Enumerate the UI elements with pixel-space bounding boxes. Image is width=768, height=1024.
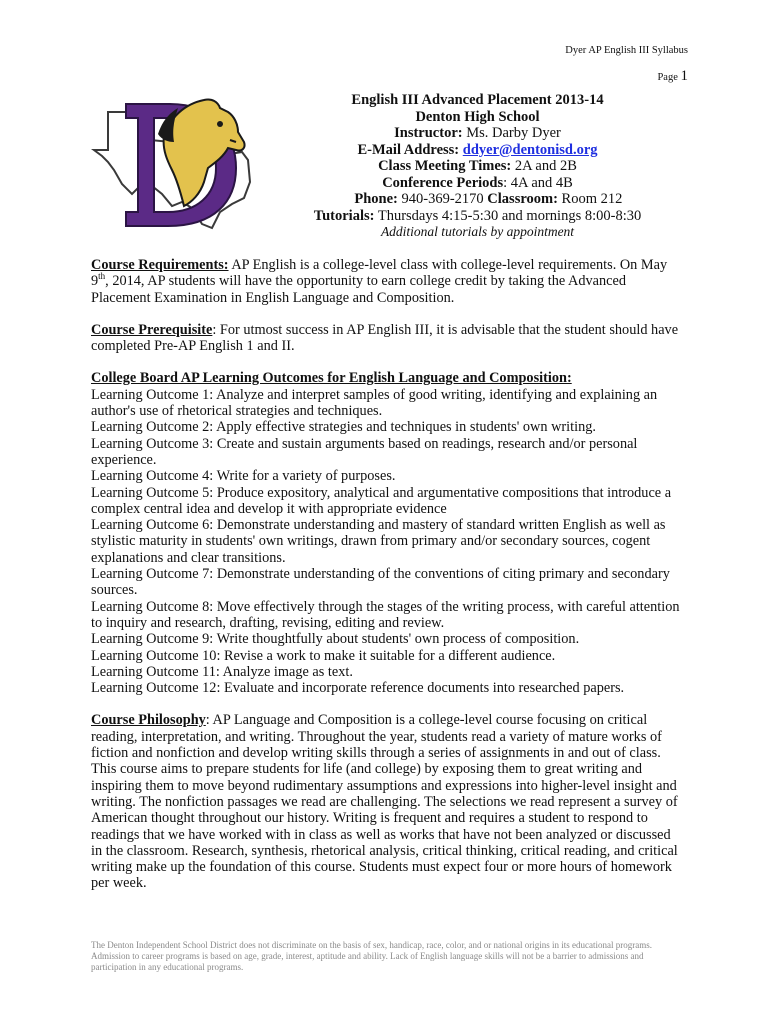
conference-line bbox=[270, 175, 685, 192]
course-info-block bbox=[270, 92, 685, 241]
email-line bbox=[270, 142, 685, 159]
outcome-item: Learning Outcome 9: Write thoughtfully about students' own process of composition. bbox=[91, 631, 580, 648]
outcome-item: Learning Outcome 1: Analyze and interpret samples of good writing, identifying and explaining an author's use of rhetorical strategies and techniques. bbox=[91, 386, 658, 420]
requirements-sup: th bbox=[98, 271, 106, 282]
outcome-item: Learning Outcome 5: Produce expository, analytical and argumentative compositions that introduce a complex central idea and develop it with appropriate evidence bbox=[91, 484, 672, 517]
syllabus-body bbox=[91, 257, 681, 892]
meeting-value: 2A and 2B bbox=[511, 158, 577, 174]
outcome-item: Learning Outcome 2: Apply effective strategies and techniques in students' own writing. bbox=[91, 419, 596, 436]
outcome-item: Learning Outcome 3: Create and sustain arguments based on readings, research and/or personal experience. bbox=[91, 435, 638, 468]
requirements-text-a: AP English is a college-level class with college-level requirements. On May 9 bbox=[91, 257, 668, 290]
running-header bbox=[565, 45, 688, 56]
outcomes-list bbox=[91, 387, 681, 697]
email-label: E-Mail Address: bbox=[357, 141, 460, 158]
requirements-heading: Course Requirements: bbox=[91, 257, 229, 273]
prerequisite-heading: Course Prerequisite bbox=[91, 321, 213, 338]
philosophy-text: : AP Language and Composition is a college-level course focusing on critical reading, interpretation, and writing. Throughout the year, students read a variety of mature works of fiction and nonfiction and develop writing skills through a series of assignments in and out of class. This course aims to prepare students for life (and college) by exposing them to great writing and inspiring them to move beyond rudimentary assumptions and expressions into higher-level insight and writing. The nonfiction passages we read are challenging. The selections we read represent a survey of American thought throughout our history. Writing is frequent and requires a student to respond to readings that we have worked with in class as well as works that have not been analyzed or discussed in the classroom. Research, synthesis, rhetorical analysis, critical thinking, critical reading, and critical writing make up the foundation of this course. Students must expect four or more hours of homework per week. bbox=[91, 712, 678, 892]
instructor-label: Instructor: bbox=[394, 125, 463, 141]
conference-label: Conference Periods bbox=[382, 174, 504, 191]
instructor-line bbox=[270, 125, 685, 142]
page-label: Page bbox=[657, 72, 678, 83]
tutorials-value: Thursdays 4:15-5:30 and mornings 8:00-8:30 bbox=[374, 207, 642, 224]
phone-classroom-line bbox=[270, 191, 685, 208]
school-name: Denton High School bbox=[415, 108, 540, 125]
tutorials-line bbox=[270, 208, 685, 225]
meeting-times-line bbox=[270, 158, 685, 175]
meeting-label: Class Meeting Times: bbox=[378, 158, 512, 174]
page-number-line bbox=[657, 68, 688, 85]
outcome-item: Learning Outcome 10: Revise a work to make it suitable for a different audience. bbox=[91, 647, 556, 664]
denton-broncos-logo-icon bbox=[88, 90, 268, 230]
phone-label: Phone: bbox=[354, 191, 398, 207]
philosophy-paragraph bbox=[91, 712, 681, 891]
school-logo bbox=[88, 90, 268, 230]
requirements-text-b: , 2014, AP students will have the opportunity to earn college credit by taking the Advanced Placement Examination in English Language and Composition. bbox=[91, 273, 626, 306]
course-title: English III Advanced Placement 2013-14 bbox=[351, 92, 604, 108]
outcome-item: Learning Outcome 12: Evaluate and incorporate reference documents into researched papers. bbox=[91, 680, 625, 697]
outcome-item: Learning Outcome 11: Analyze image as text. bbox=[91, 663, 353, 680]
conference-value: : 4A and 4B bbox=[503, 174, 573, 191]
instructor-value: Ms. Darby Dyer bbox=[462, 125, 561, 141]
tutorials-label: Tutorials: bbox=[313, 207, 375, 224]
outcome-item: Learning Outcome 4: Write for a variety of purposes. bbox=[91, 468, 396, 485]
prerequisite-text: : For utmost success in AP English III, it is advisable that the student should have completed Pre-AP English 1 and II. bbox=[91, 321, 679, 355]
email-link[interactable]: ddyer@dentonisd.org bbox=[462, 141, 598, 158]
page-number: 1 bbox=[680, 68, 688, 84]
prerequisite-paragraph bbox=[91, 322, 681, 355]
philosophy-heading: Course Philosophy bbox=[91, 712, 206, 729]
requirements-paragraph bbox=[91, 257, 681, 306]
nondiscrimination-footer: The Denton Independent School District does not discriminate on the basis of sex, handicap, race, color, and or national origins in its educational programs. Admission to career programs is based on age, grade, interest, aptitude and ability. Lack of English language skills will not be a barrier to admissions and participation in any educational programs. bbox=[91, 940, 652, 972]
classroom-label: Classroom: bbox=[487, 191, 558, 207]
phone-value: 940-369-2170 bbox=[397, 191, 488, 207]
classroom-value: Room 212 bbox=[557, 191, 623, 207]
header-doc-title: Dyer AP English III Syllabus bbox=[565, 45, 688, 56]
outcomes-heading: College Board AP Learning Outcomes for English Language and Composition: bbox=[91, 370, 572, 387]
outcome-item: Learning Outcome 6: Demonstrate understanding and mastery of standard written English as well as stylistic maturity in students' own writings, drawn from primary and/or secondary sources, cogent explanations and clear transitions. bbox=[91, 517, 666, 566]
tutorials-note: Additional tutorials by appointment bbox=[380, 224, 575, 239]
outcome-item: Learning Outcome 7: Demonstrate understanding of the conventions of citing primary and secondary sources. bbox=[91, 566, 670, 599]
outcome-item: Learning Outcome 8: Move effectively through the stages of the writing process, with careful attention to inquiry and research, drafting, revising, editing and review. bbox=[91, 598, 680, 631]
